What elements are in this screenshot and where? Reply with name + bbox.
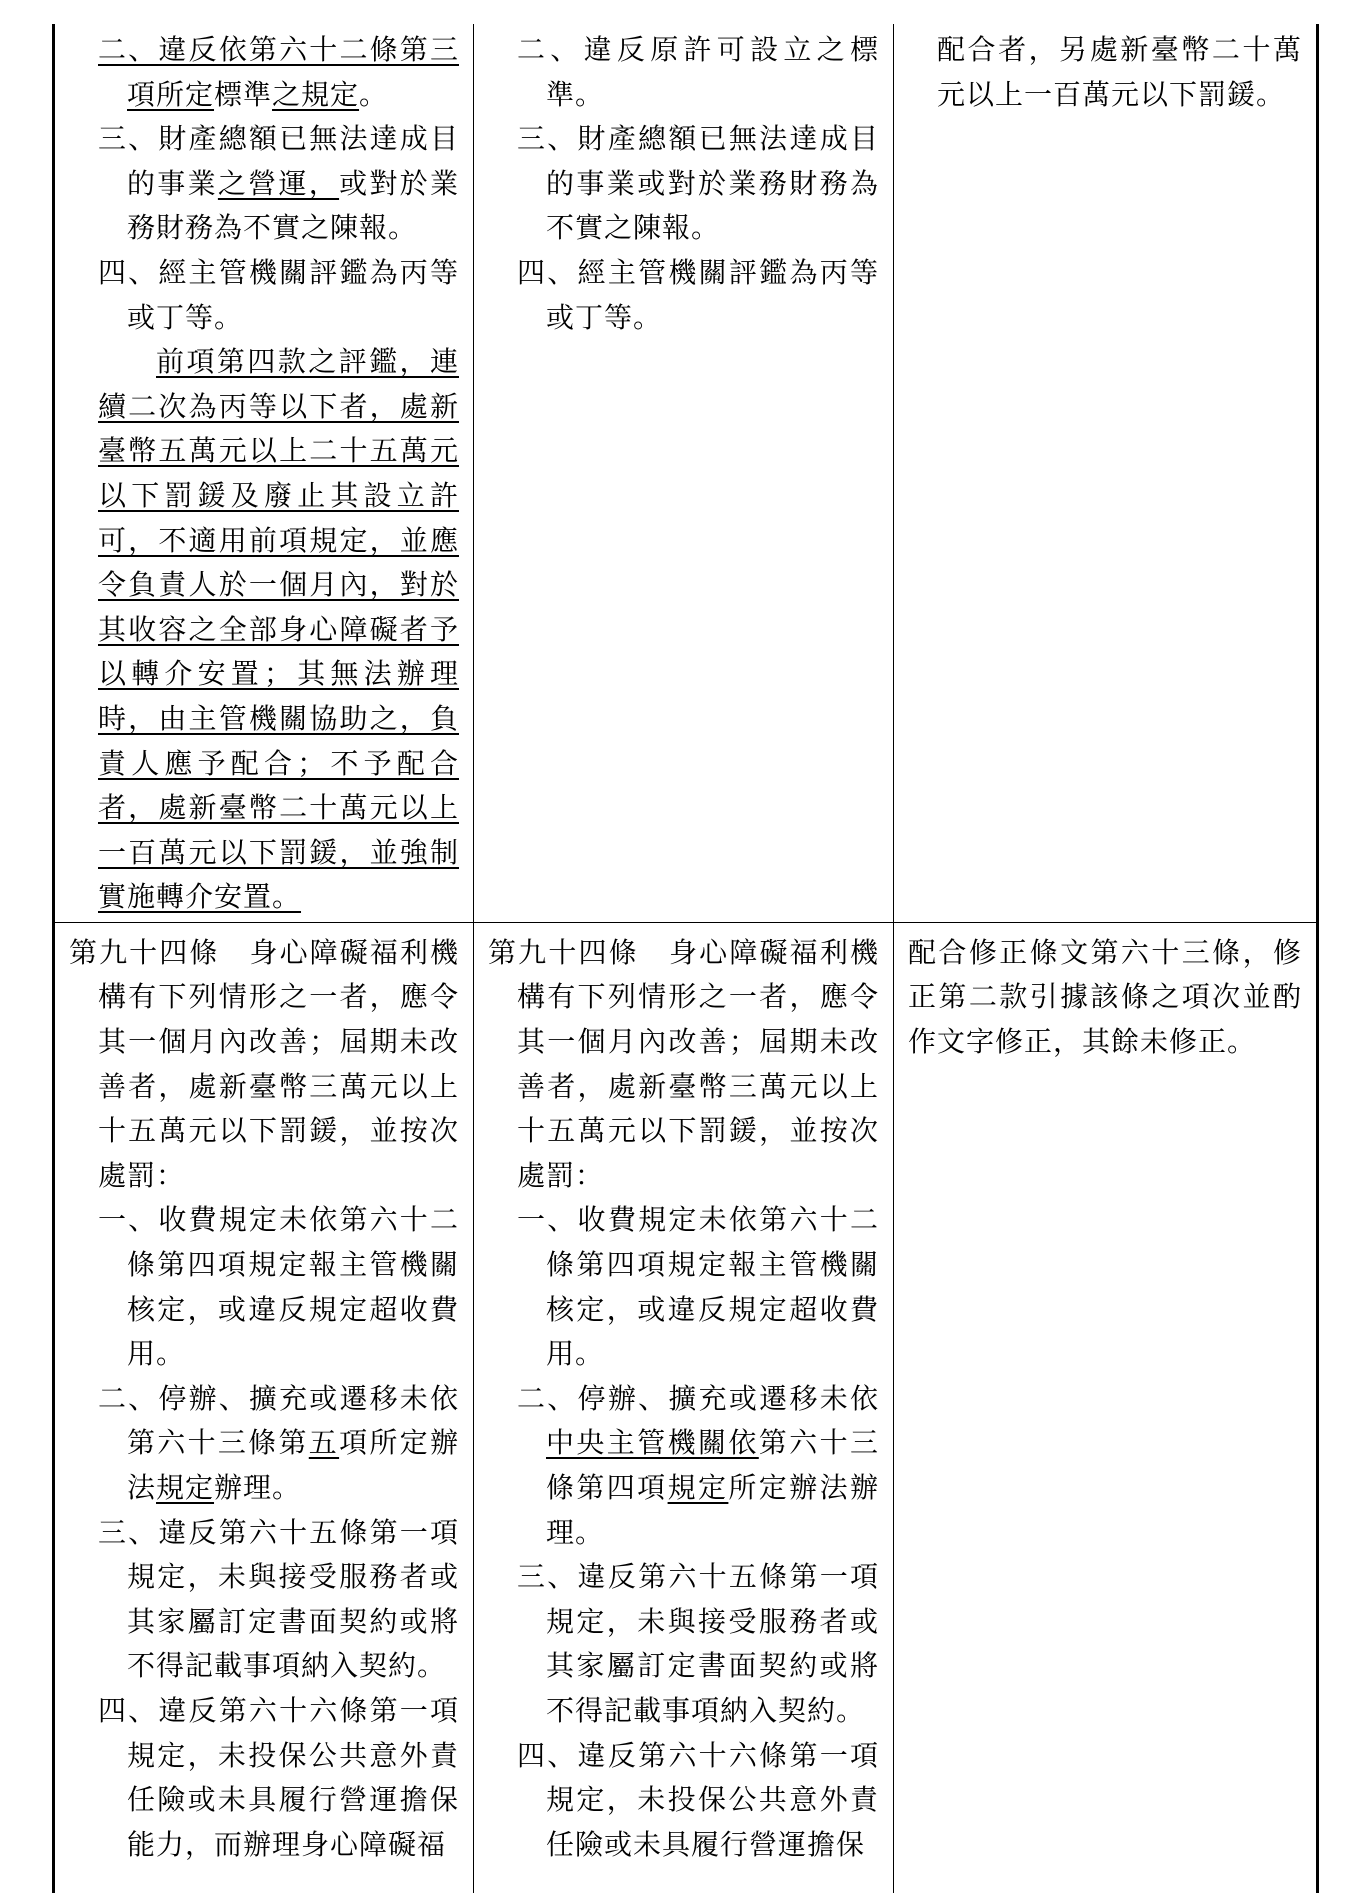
amended-item-4: 四、違反第六十六條第一項規定，未投保公共意外責任險或未具履行營運擔保能力，而辦理身心障礙福 [98,1693,459,1861]
article-title: 第九十四條 [69,935,220,969]
current-item-4: 四、經主管機關評鑑為丙等或丁等。 [517,255,879,334]
amended-item-2: 二、違反依第六十二條第三項所定標準之規定。 [98,33,459,111]
current-item-2: 二、違反原許可設立之標準。 [517,33,879,111]
amended-item-3: 三、違反第六十五條第一項規定，未與接受服務者或其家屬訂定書面契約或將不得記載事項納入契約。 [98,1515,459,1683]
table-row [54,24,1318,922]
current-text-cell [474,922,894,1893]
current-item-1: 一、收費規定未依第六十二條第四項規定報主管機關核定，或違反規定超收費用。 [517,1203,879,1371]
table-row [54,922,1318,1893]
amended-item-2: 二、停辦、擴充或遷移未依第六十三條第五項所定辦法規定辦理。 [98,1381,459,1504]
current-item-4: 四、違反第六十六條第一項規定，未投保公共意外責任險或未具履行營運擔保 [517,1738,879,1861]
current-item-3: 三、違反第六十五條第一項規定，未與接受服務者或其家屬訂定書面契約或將不得記載事項納入契約。 [517,1560,879,1727]
comparison-table [52,24,1319,1893]
article-body: 身心障礙福利機構有下列情形之一者，應令其一個月內改善；屆期未改善者，處新臺幣三萬元以上十五萬元以下罰鍰，並按次處罰： [98,935,459,1192]
current-item-2: 二、停辦、擴充或遷移未依中央主管機關依第六十三條第四項規定所定辦法辦理。 [517,1381,879,1549]
article-title: 第九十四條 [488,935,639,969]
explanation-text: 配合修正條文第六十三條，修正第二款引據該條之項次並酌作文字修正，其餘未修正。 [908,935,1302,1059]
amended-text-cell [54,922,474,1893]
amended-article-94 [69,931,459,1199]
explanation-cell [894,24,1318,922]
amended-item-3: 三、財產總額已無法達成目的事業之營運，或對於業務財務為不實之陳報。 [98,122,459,245]
article-body: 身心障礙福利機構有下列情形之一者，應令其一個月內改善；屆期未改善者，處新臺幣三萬元以上十五萬元以下罰鍰，並按次處罰： [517,935,879,1192]
explanation-cell [894,922,1318,1893]
current-text-cell [474,24,894,922]
explanation-text: 配合者，另處新臺幣二十萬元以上一百萬元以下罰鍰。 [937,33,1302,111]
amended-paragraph: 前項第四款之評鑑，連續二次為丙等以下者，處新臺幣五萬元以上二十五萬元以下罰鍰及廢止其設立許可，不適用前項規定，並應令負責人於一個月內，對於其收容之全部身心障礙者予以轉介安置；其無法辦理時，由主管機關協助之，負責人應予配合；不予配合者，處新臺幣二十萬元以上一百萬元以下罰鍰，並強制實施轉介安置。 [98,345,459,914]
current-article-94 [488,931,879,1199]
current-item-3: 三、財產總額已無法達成目的事業或對於業務財務為不實之陳報。 [517,122,879,245]
amended-text-cell [54,24,474,922]
amended-item-1: 一、收費規定未依第六十二條第四項規定報主管機關核定，或違反規定超收費用。 [98,1203,459,1371]
amended-item-4: 四、經主管機關評鑑為丙等或丁等。 [98,255,459,334]
